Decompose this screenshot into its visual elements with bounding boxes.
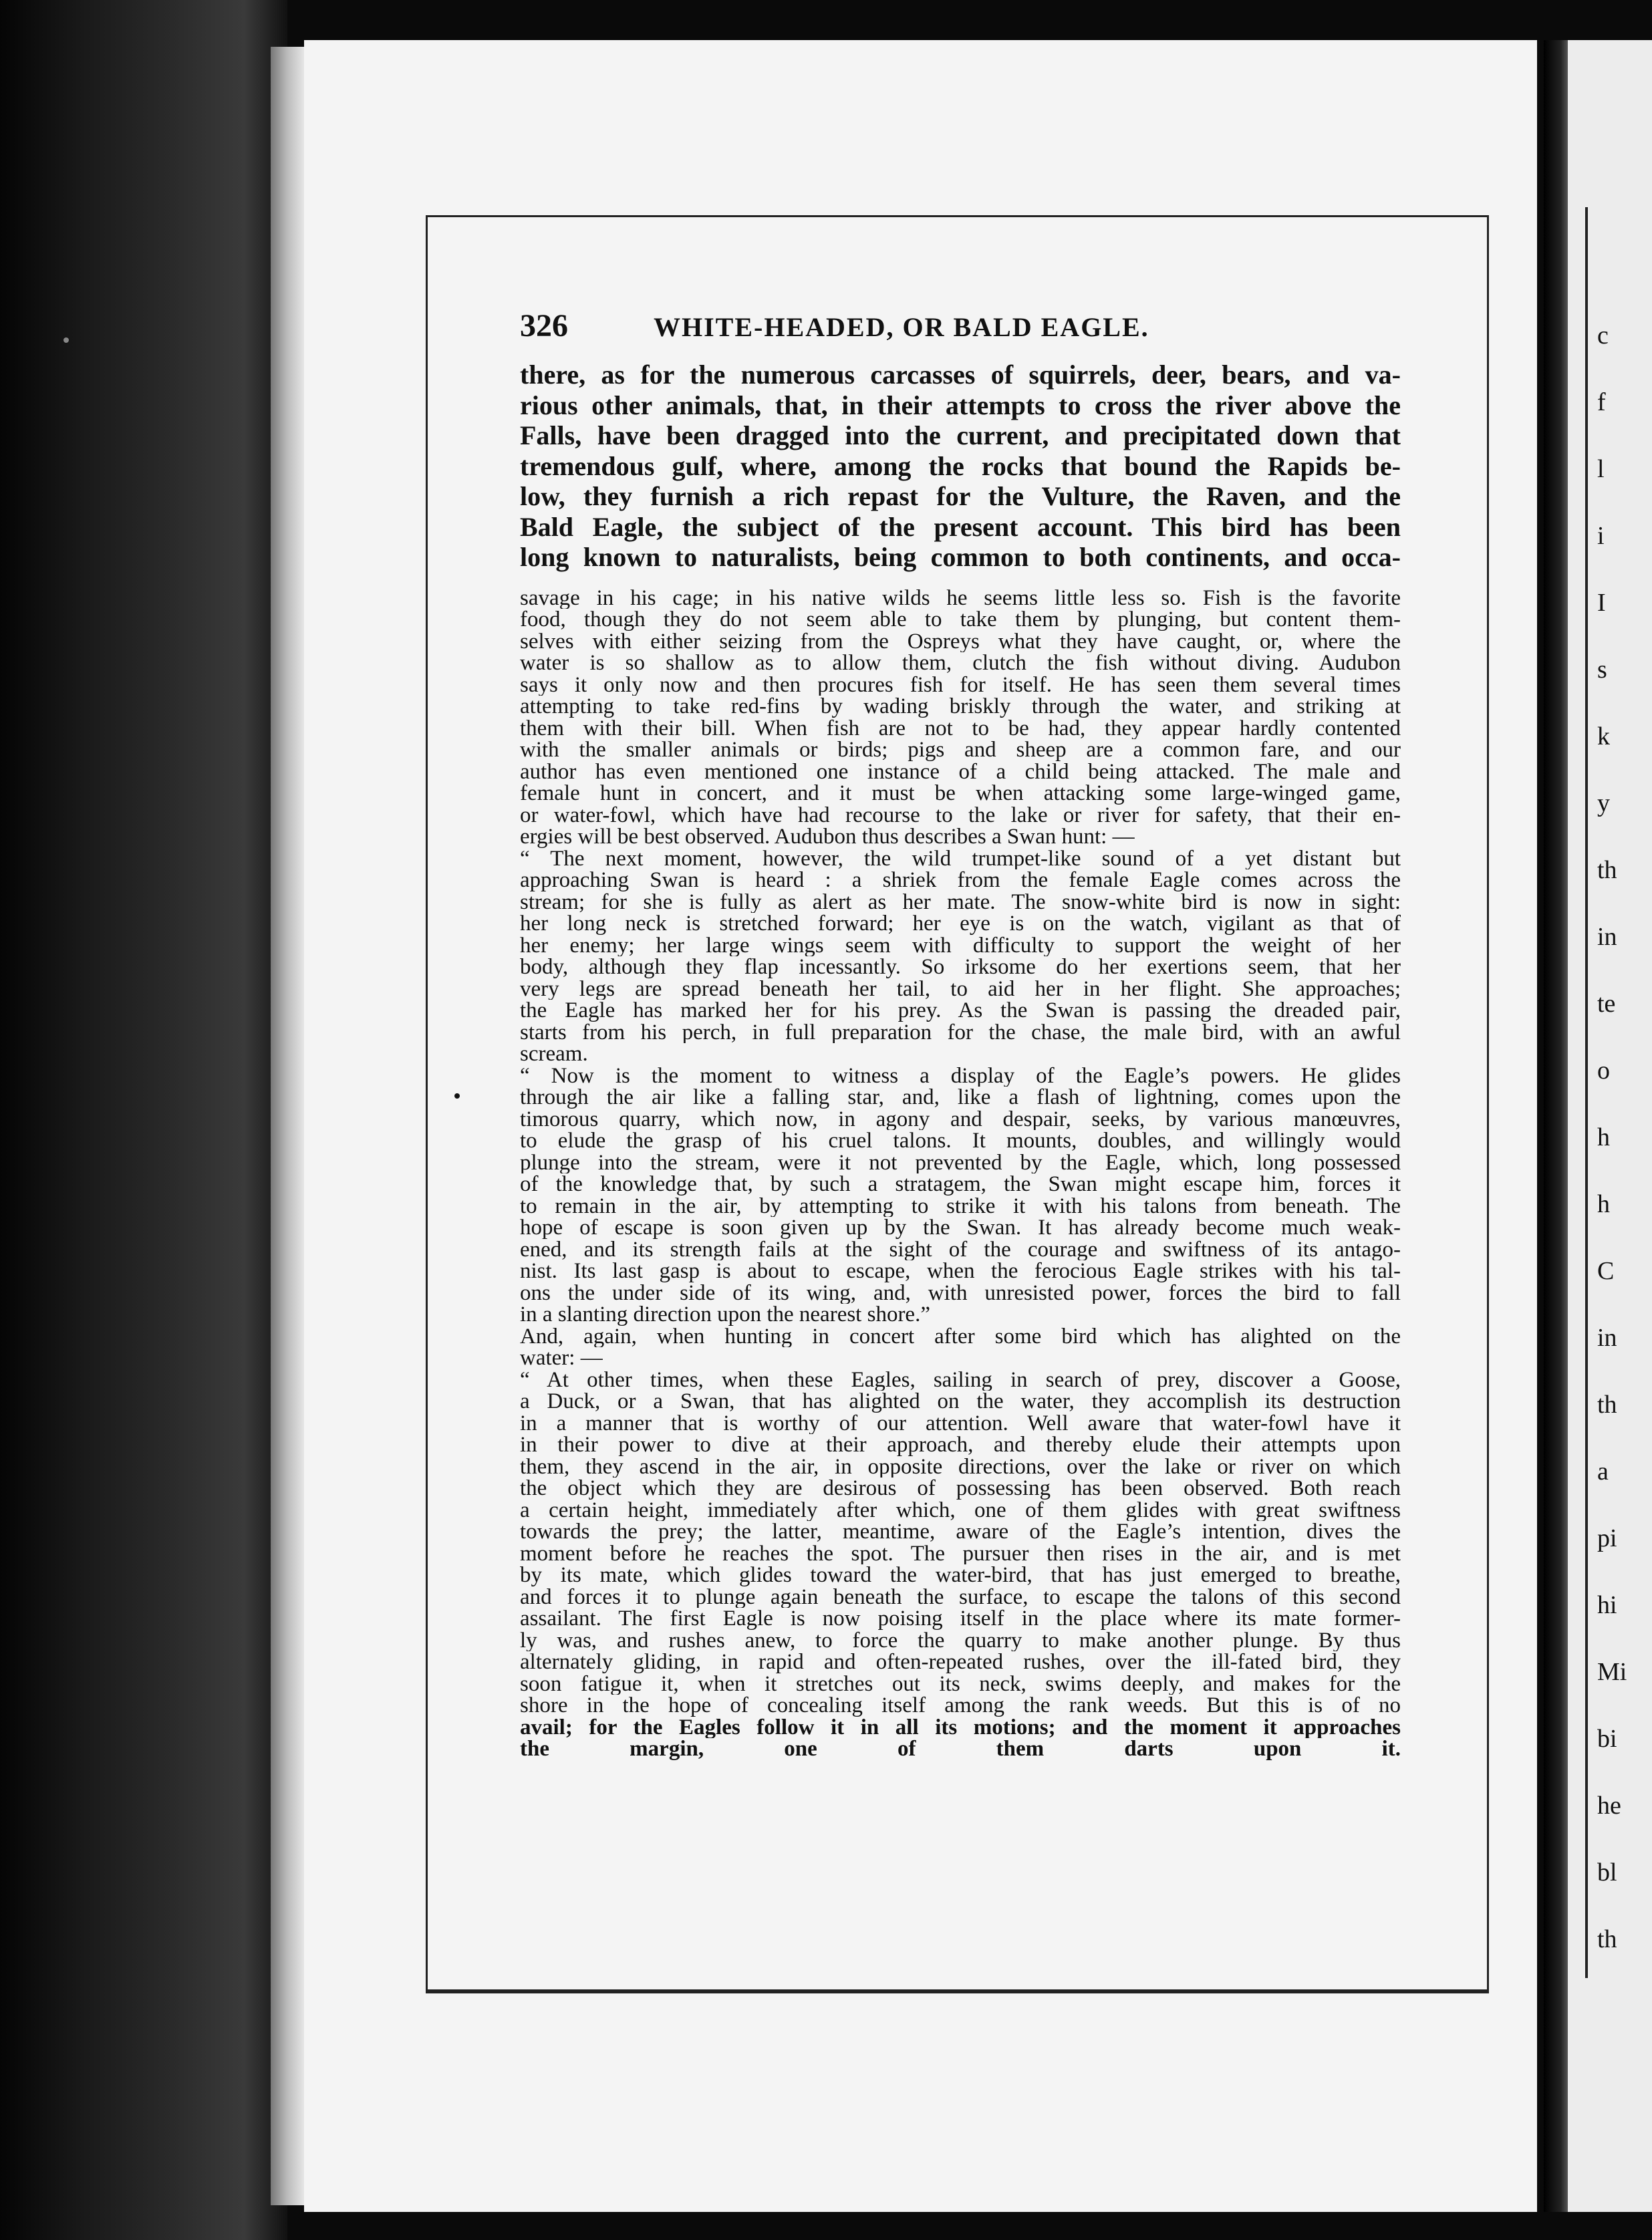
facing-page-fragment: o	[1597, 1057, 1610, 1085]
facing-page-fragment: Mi	[1597, 1658, 1627, 1686]
text-line: Bald Eagle, the subject of the present account. This bird has been	[520, 511, 1401, 542]
running-head: WHITE-HEADED, OR BALD EAGLE.	[654, 312, 1149, 342]
text-line: Falls, have been dragged into the current, and precipitated down that	[520, 420, 1401, 450]
text-line: there, as for the numerous carcasses of squirrels, deer, bears, and va-	[520, 360, 1401, 390]
page-edge	[271, 47, 307, 2205]
text-line: in a slanting direction upon the nearest shore.”	[520, 1304, 930, 1326]
text-line: or water-fowl, which have had recourse to the lake or river for safety, that their en-	[520, 804, 1401, 826]
facing-page-fragment: f	[1597, 388, 1606, 416]
small-type-text	[520, 587, 1401, 1760]
text-line: hope of escape is soon given up by the Swan. It has already become much weak-	[520, 1217, 1401, 1239]
text-line: and forces it to plunge again beneath the surface, to escape the talons of this second	[520, 1586, 1401, 1608]
facing-page-fragment: th	[1597, 1391, 1617, 1419]
text-line: the margin, one of them darts upon it.	[520, 1738, 1401, 1760]
text-line: by its mate, which glides toward the water-bird, that has just emerged to breathe,	[520, 1564, 1401, 1586]
text-line: shore in the hope of concealing itself among the rank weeds. But this is of no	[520, 1695, 1401, 1717]
text-line: of the knowledge that, by such a stratagem, the Swan might escape him, forces it	[520, 1173, 1401, 1196]
ink-speck	[63, 337, 69, 343]
text-line: alternately gliding, in rapid and often-repeated rushes, over the ill-fated bird, they	[520, 1651, 1401, 1673]
large-type-paragraph	[520, 360, 1401, 573]
text-line: her enemy; her large wings seem with difficulty to support the weight of her	[520, 934, 1401, 956]
text-line: in their power to dive at their approach, and thereby elude their attempts upon	[520, 1434, 1401, 1456]
text-line: selves with either seizing from the Ospreys what they have caught, or, where the	[520, 630, 1401, 652]
text-line: assailant. The first Eagle is now poising itself in the place where its mate former-	[520, 1608, 1401, 1630]
facing-page-fragment: s	[1597, 656, 1607, 684]
text-line: to remain in the air, by attempting to strike it with his talons from beneath. The	[520, 1195, 1401, 1217]
text-line: scream.	[520, 1043, 588, 1065]
text-line: nist. Its last gasp is about to escape, when the ferocious Eagle strikes with his tal-	[520, 1260, 1401, 1282]
facing-page-fragment: pi	[1597, 1524, 1617, 1552]
text-line: to elude the grasp of his cruel talons. It mounts, doubles, and willingly would	[520, 1130, 1401, 1152]
facing-page	[1544, 40, 1652, 2212]
facing-page-fragment: in	[1597, 923, 1617, 951]
page-number: 326	[520, 308, 568, 343]
text-line: food, though they do not seem able to take them by plunging, but content them-	[520, 609, 1401, 631]
text-line: them, they ascend in the air, in opposite directions, over the lake or river on which	[520, 1455, 1401, 1478]
text-line: ened, and its strength fails at the sight of the courage and swiftness of its antago-	[520, 1238, 1401, 1260]
text-line: soon fatigue it, when it stretches out its neck, swims deeply, and makes for the	[520, 1673, 1401, 1695]
page-header	[520, 307, 1401, 354]
facing-page-fragment: y	[1597, 789, 1610, 817]
text-line: says it only now and then procures fish for itself. He has seen them several times	[520, 674, 1401, 696]
text-line: ons the under side of its wing, and, with unresisted power, forces the bird to fall	[520, 1282, 1401, 1304]
text-line: ergies will be best observed. Audubon thus describes a Swan hunt: —	[520, 826, 1135, 848]
text-line: female hunt in concert, and it must be when attacking some large-winged game,	[520, 783, 1401, 805]
text-line: the Eagle has marked her for his prey. As the Swan is passing the dreaded pair,	[520, 1000, 1401, 1022]
text-line: towards the prey; the latter, meantime, aware of the Eagle’s intention, dives the	[520, 1521, 1401, 1543]
text-line: water: —	[520, 1347, 603, 1369]
facing-page-fragment: hi	[1597, 1591, 1617, 1619]
book-spine	[0, 0, 287, 2240]
text-line: ly was, and rushes anew, to force the quarry to make another plunge. By thus	[520, 1629, 1401, 1651]
text-line: body, although they flap incessantly. So irksome do her exertions seem, that her	[520, 956, 1401, 978]
facing-page-fragment: i	[1597, 522, 1605, 550]
text-line: author has even mentioned one instance of a child being attacked. The male and	[520, 760, 1401, 783]
text-line: “ At other times, when these Eagles, sailing in search of prey, discover a Goose,	[520, 1369, 1401, 1391]
text-line: long known to naturalists, being common to both continents, and occa-	[520, 542, 1401, 572]
facing-page-fragment: h	[1597, 1190, 1610, 1218]
text-line: in a manner that is worthy of our attention. Well aware that water-fowl have it	[520, 1412, 1401, 1434]
text-line: tremendous gulf, where, among the rocks that bound the Rapids be-	[520, 450, 1401, 481]
facing-page-fragment: a	[1597, 1457, 1609, 1486]
text-line: a certain height, immediately after which, one of them glides with great swiftness	[520, 1499, 1401, 1521]
facing-page-gutter	[1544, 40, 1568, 2212]
facing-page-fragment: th	[1597, 856, 1617, 884]
text-line: And, again, when hunting in concert after some bird which has alighted on the	[520, 1325, 1401, 1347]
text-line: the object which they are desirous of possessing has been observed. Both reach	[520, 1478, 1401, 1500]
text-block	[520, 307, 1401, 1760]
text-line: with the smaller animals or birds; pigs and sheep are a common fare, and our	[520, 739, 1401, 761]
text-line: her long neck is stretched forward; her eye is on the watch, vigilant as that of	[520, 913, 1401, 935]
facing-page-rule	[1585, 207, 1588, 1978]
text-line: stream; for she is fully as alert as her mate. The snow-white bird is now in sight:	[520, 891, 1401, 913]
text-line: rious other animals, that, in their attempts to cross the river above the	[520, 390, 1401, 420]
text-line: avail; for the Eagles follow it in all its motions; and the moment it approaches	[520, 1716, 1401, 1738]
text-line: very legs are spread beneath her tail, to aid her in her flight. She approaches;	[520, 978, 1401, 1000]
facing-page-fragment: l	[1597, 455, 1605, 483]
text-line: timorous quarry, which now, in agony and despair, seeks, by various manœuvres,	[520, 1108, 1401, 1130]
text-line: starts from his perch, in full preparation for the chase, the male bird, with an awful	[520, 1021, 1401, 1043]
text-line: water is so shallow as to allow them, clutch the fish without diving. Audubon	[520, 652, 1401, 674]
facing-page-fragment: in	[1597, 1324, 1617, 1352]
facing-page-fragment: bl	[1597, 1858, 1617, 1886]
facing-page-fragment: bi	[1597, 1725, 1617, 1753]
text-line: savage in his cage; in his native wilds he seems little less so. Fish is the favorite	[520, 587, 1401, 609]
text-line: through the air like a falling star, and, like a flash of lightning, comes upon the	[520, 1087, 1401, 1109]
text-line: “ The next moment, however, the wild trumpet-like sound of a yet distant but	[520, 847, 1401, 869]
text-line: low, they furnish a rich repast for the Vulture, the Raven, and the	[520, 481, 1401, 511]
facing-page-fragment: I	[1597, 589, 1606, 617]
facing-page-fragment: k	[1597, 722, 1610, 750]
text-line: moment before he reaches the spot. The pursuer then rises in the air, and is met	[520, 1542, 1401, 1564]
ink-speck	[454, 1093, 460, 1099]
facing-page-fragment: c	[1597, 321, 1609, 349]
text-line: them with their bill. When fish are not to be had, they appear hardly contented	[520, 717, 1401, 739]
facing-page-fragment: h	[1597, 1123, 1610, 1151]
text-line: attempting to take red-fins by wading briskly through the water, and striking at	[520, 696, 1401, 718]
text-line: a Duck, or a Swan, that has alighted on the water, they accomplish its destruction	[520, 1391, 1401, 1413]
facing-page-fragment: he	[1597, 1792, 1621, 1820]
text-line: “ Now is the moment to witness a display of the Eagle’s powers. He glides	[520, 1065, 1401, 1087]
text-line: approaching Swan is heard : a shriek from the female Eagle comes across the	[520, 869, 1401, 891]
text-line: plunge into the stream, were it not prevented by the Eagle, which, long possessed	[520, 1151, 1401, 1173]
facing-page-fragment: te	[1597, 990, 1616, 1018]
facing-page-fragment: th	[1597, 1925, 1617, 1953]
facing-page-fragment: C	[1597, 1257, 1615, 1285]
